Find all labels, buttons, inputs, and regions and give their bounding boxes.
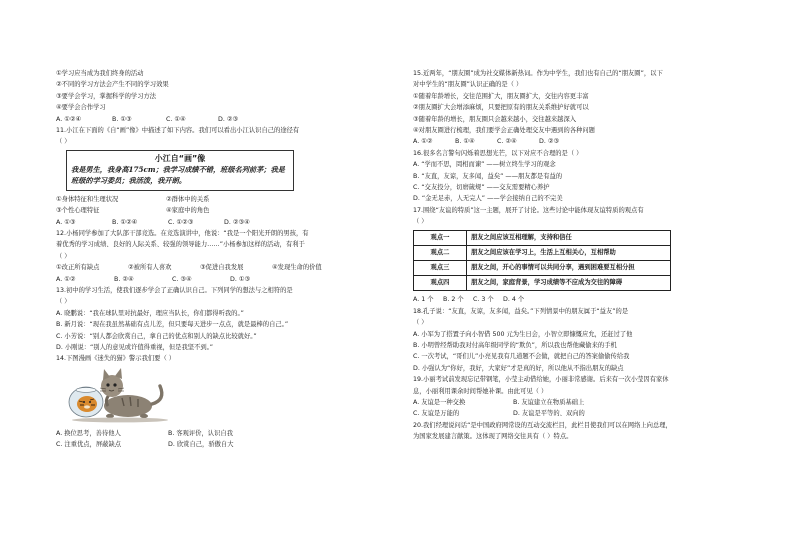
q17-blank: （ ） xyxy=(413,218,428,226)
q15-item-3: ③随着年龄的增长，朋友圈只会越来越小，交往越来越深入 xyxy=(413,115,577,123)
q12-option-c: C. ③④ xyxy=(172,275,192,283)
q13-option-c: C. 小芳说：“别人都会欣赏自己，拿自己的优点和别人的缺点比较就好。” xyxy=(56,332,257,340)
table-row xyxy=(414,231,671,246)
q13-option-a: A. 晓鹏说：“我在球队里对抗最好，理应当队长，你们都得听我的。” xyxy=(56,309,244,317)
q19-options-row1 xyxy=(413,397,753,408)
q11-blank: （ ） xyxy=(56,138,71,146)
q12-line-2: 着优秀的学习成绩、良好的人际关系、较强的领导能力……”小杨参加这样的活动，有利于 xyxy=(56,241,305,249)
q11-option-d: D. ②③④ xyxy=(224,218,250,226)
lost-cat-cartoon xyxy=(56,366,394,424)
q12-item-3: ③促进自我发展 xyxy=(200,264,244,272)
q17-option-c: C. 3 个 xyxy=(473,296,494,304)
q16-stem: 16.很多名言警句闪烁着思想光芒，以下对应不合理的是（ ） xyxy=(413,149,583,157)
q14-stem: 14.下图漫画《迷失的猫》警示我们要（ ） xyxy=(56,355,176,363)
q18-stem: 18.孔子说：“友直，友谅，友多闻，益矣。”下列情景中的朋友属于“益友”的是 xyxy=(413,307,629,315)
q10-option-b: B. ①③ xyxy=(112,115,132,123)
q11-item-2: ②群体中的关系 xyxy=(166,195,210,203)
q11-options xyxy=(56,217,394,228)
q10-item-1: ①学习应当成为我们终身的活动 xyxy=(56,70,144,77)
q17-option-b: B. 2 个 xyxy=(443,296,464,304)
q12-item-4: ④发现生命的价值 xyxy=(272,264,322,272)
q19-option-a: A. 友谊是一种交换 xyxy=(413,398,466,406)
q11-item-3: ③个性心理特征 xyxy=(56,207,100,215)
q12-item-2: ②被所有人喜欢 xyxy=(128,264,172,272)
q13-stem: 13.初中的学习生活，使我们逐步学会了正确认识自己。下列同学的想法与之相符的是 xyxy=(56,287,293,295)
q17-viewpoint-table xyxy=(413,230,671,291)
q17-stem: 17.围绕“友谊的特质”这一主题，展开了讨论。这些讨论中能体现友谊特质的观点有 xyxy=(413,206,644,214)
q15-item-2: ②朋友圈扩大会增添麻烦，只要把原有的朋友关系维护好就可以 xyxy=(413,104,589,112)
q14-option-d: D. 欣赏自己，骄傲自大 xyxy=(168,441,234,449)
q19-options-row2 xyxy=(413,408,753,419)
q19-option-b: B. 友谊建立在物质基础上 xyxy=(513,398,585,406)
q11-items-row2 xyxy=(56,205,394,216)
q14-options-row2 xyxy=(56,439,394,450)
q19-option-c: C. 友谊是万能的 xyxy=(413,410,460,418)
table-row xyxy=(414,276,671,291)
left-column xyxy=(56,68,394,451)
q16-option-a: A. “学而不思，罔相而谏” ——树立终生学习的观念 xyxy=(413,161,556,169)
q14-options-row1 xyxy=(56,428,394,439)
q13-option-b: B. 新月说：“现在我虽然基础有点儿差，但只要每天进步一点点，就是最棒的自己。” xyxy=(56,321,289,329)
q12-option-d: D. ①③ xyxy=(230,275,251,283)
q17-option-a: A. 1 个 xyxy=(413,296,434,304)
q19-line-1: 19.小丽考试前发现忘记带钢笔，小莹主动借给她，小丽非常感谢。后来有一次小莹因有家休 xyxy=(413,376,669,384)
q11-option-b: B. ①②④ xyxy=(112,218,138,226)
q15-option-a: A. ①② xyxy=(413,138,433,146)
q12-item-1: ①改正所有缺点 xyxy=(56,264,100,272)
q14-option-c: C. 注重优点，屏蔽缺点 xyxy=(56,441,122,449)
q19-line-2: 息，小丽利用课余时间帮她补课。由此可见（ ） xyxy=(413,387,548,395)
q12-options xyxy=(56,274,394,285)
q11-box-text: 我是男生，我身高175cm；我学习成绩不错，班级名列前茅；我是班级的学习委员；我活泼，我开朗。 xyxy=(71,164,285,186)
viewpoint-label: 观点二 xyxy=(414,246,467,261)
viewpoint-text: 朋友之间应该互相理解，支持和信任 xyxy=(467,231,671,246)
q10-options xyxy=(56,114,394,125)
q12-line-1: 12.小杨同学参加了大队部干部竞选。在竞选演讲中，他说：“我是一个阳光开朗的男孩，有 xyxy=(56,230,309,238)
q18-blank: （ ） xyxy=(413,319,428,327)
q11-box-title: 小江自“画”像 xyxy=(154,153,206,163)
right-column xyxy=(413,68,753,443)
q11-items-row1 xyxy=(56,194,394,205)
q18-option-b: B. 小明曾经帮助我对付高年级同学的“欺负”，所以我也帮他藏偷来的手机 xyxy=(413,342,617,350)
viewpoint-label: 观点三 xyxy=(414,261,467,276)
q19-option-d: D. 友谊是平等的、双向的 xyxy=(513,410,585,418)
q16-option-d: D. “金无足赤，人无完人” ——学会接纳自己的不完美 xyxy=(413,195,563,203)
q14-option-a: A. 换位思考，善待他人 xyxy=(56,429,121,437)
viewpoint-label: 观点四 xyxy=(414,276,467,291)
q15-line-1: 15.近两年，“朋友圈”成为社交媒体新热词。作为中学生，我们也有自己的“朋友圈”，以下 xyxy=(413,70,663,77)
viewpoint-label: 观点一 xyxy=(414,231,467,246)
q10-item-4: ④要学会合作学习 xyxy=(56,104,106,112)
q12-line-3: （ ） xyxy=(56,252,71,260)
q11-stem: 11.小江在下面的《自“画”像》中描述了如下内容。我们可以看出小江认识自己的途径有 xyxy=(56,126,300,134)
q10-option-a: A. ①②④ xyxy=(56,115,82,123)
viewpoint-text: 朋友之间应该在学习上，生活上互相关心，互相帮助 xyxy=(467,246,671,261)
q11-option-c: C. ①②③ xyxy=(168,218,194,226)
q16-option-b: B. “友直，友谅，友多闻，益矣” ——朋友都是有益的 xyxy=(413,172,563,180)
viewpoint-text: 朋友之间，家庭背景，学习成绩等不应成为交往的障碍 xyxy=(467,276,671,291)
q15-option-d: D. ②③ xyxy=(539,138,560,146)
q17-options xyxy=(413,294,753,305)
q15-item-4: ④对朋友圈进行梳理，我们要学会正确处理交友中遇到的各种问题 xyxy=(413,126,595,134)
q10-item-3: ③要学会学习，掌握科学的学习方法 xyxy=(56,92,157,100)
q16-option-c: C. “交友投分，切磨箴规” ——交友需要精心养护 xyxy=(413,183,550,191)
q20-line-2: 为国家发展建言献策。这体现了网络交往具有（ ）特点。 xyxy=(413,433,573,441)
q10-option-d: D. ②③ xyxy=(218,115,239,123)
q11-self-portrait-box xyxy=(66,150,294,191)
q15-option-c: C. ②④ xyxy=(497,138,517,146)
table-row xyxy=(414,261,671,276)
q15-item-1: ①随着年龄增长，交往范围扩大，朋友圈扩大，交往内容更丰富 xyxy=(413,92,589,100)
q18-option-c: C. 一次考试，“哥们儿”小亮见我有几道题不会做，就把自己的答案偷偷传给我 xyxy=(413,353,630,361)
q20-line-1: 20.我们经理说问话“是中国政府网常设的互动交流栏目，此栏目使我们可以在网络上向总理， xyxy=(413,421,672,429)
q14-option-b: B. 客观评价，认识自我 xyxy=(168,429,233,437)
q18-option-a: A. 小军为了搭置子向小智借 500 元为生日会，小智立即慷慨应允，还赶过了他 xyxy=(413,330,633,338)
table-row xyxy=(414,246,671,261)
q11-option-a: A. ①③ xyxy=(56,218,76,226)
q17-option-d: D. 4 个 xyxy=(503,296,525,304)
q12-items xyxy=(56,262,394,273)
q12-option-b: B. ②④ xyxy=(114,275,134,283)
q10-option-c: C. ①④ xyxy=(166,115,186,123)
q11-item-4: ④家庭中的角色 xyxy=(166,207,210,215)
q11-item-1: ①身体特征和生理状况 xyxy=(56,195,119,203)
q13-option-d: D. 小刚说：“别人的意见或许值得重视，但是我坚不到。” xyxy=(56,344,214,351)
lost-cat-icon xyxy=(60,366,170,424)
q15-option-b: B. ①④ xyxy=(455,138,475,146)
q12-option-a: A. ①② xyxy=(56,275,76,283)
q18-option-d: D. 小强认为“你好，我好，大家好”才是真的好，所以他从不指出朋友的缺点 xyxy=(413,364,624,372)
viewpoint-text: 朋友之间，开心的事情可以共同分享，遇到困难要互相分担 xyxy=(467,261,671,276)
q15-line-2: 对中学生的“朋友圈”认识正确的是（ ） xyxy=(413,81,523,89)
q15-options xyxy=(413,136,753,147)
q13-blank: （ ） xyxy=(56,298,71,306)
q10-item-2: ②不同的学习方法会产生不同的学习效果 xyxy=(56,81,169,89)
